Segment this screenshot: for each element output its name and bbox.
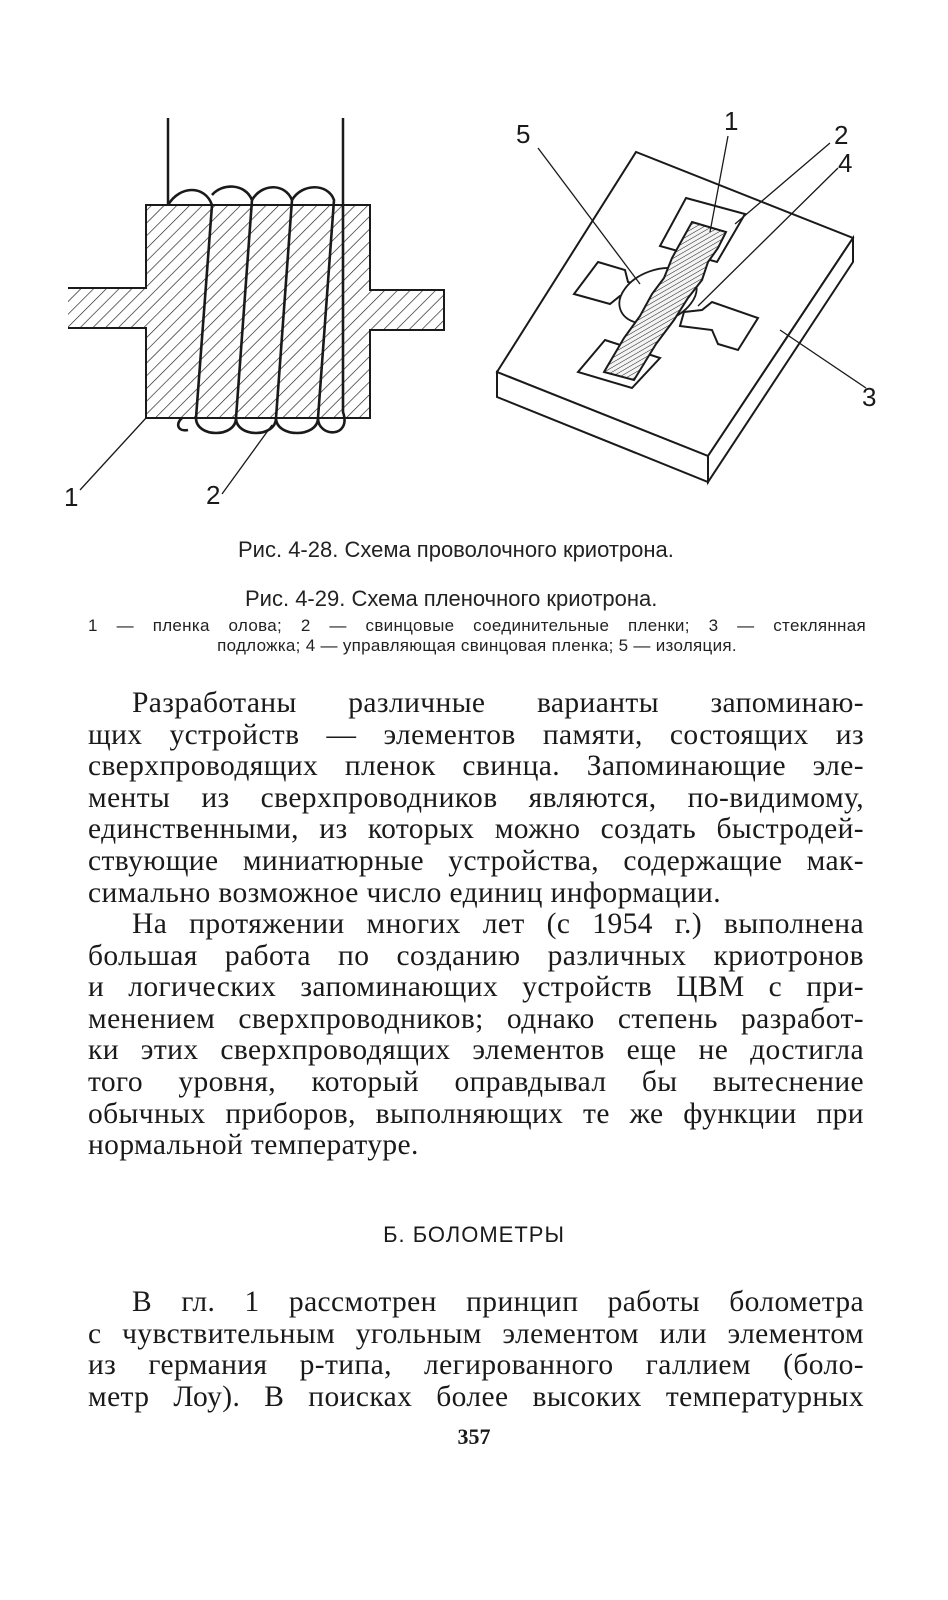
label-5: 5 [516,119,531,149]
text-line: единственными, из которых можно создать быстродей- [88,814,864,846]
section-heading: Б. БОЛОМЕТРЫ [383,1222,565,1247]
text-line: симально возможное число единиц информации. [88,877,721,909]
text-line: На протяжении многих лет (с 1954 г.) выполнена [132,909,864,940]
figure-legend-line-1: 1 — пленка олова; 2 — свинцовые соединительные пленки; 3 — стеклянная [88,616,866,635]
wire-cryotron-figure [64,118,444,512]
leader-1 [80,418,146,490]
text-line: щих устройств — элементов памяти, состоящих из [88,719,864,751]
paragraph-1 [88,688,864,909]
text-line: и логических запоминающих устройств ЦВМ с при- [88,972,864,1004]
caption-fig-4-28: Рис. 4-28. Схема проволочного криотрона. [238,537,674,562]
text-line: Разработаны различные варианты запоминаю- [132,688,864,719]
text-line: обычных приборов, выполняющих те же функции при [88,1098,864,1130]
label-1r: 1 [724,106,739,136]
paragraph-2 [88,909,864,1162]
film-cryotron-figure [497,106,876,482]
text-line: с чувствительным угольным элементом или элементом [88,1318,864,1350]
label-3: 3 [862,382,877,412]
text-line: того уровня, который оправдывал бы вытеснение [88,1066,864,1098]
text-line: В гл. 1 рассмотрен принцип работы болометра [132,1287,864,1318]
label-1: 1 [64,482,79,512]
label-2r: 2 [834,120,849,150]
leader-2 [222,425,272,494]
caption-fig-4-29: Рис. 4-29. Схема пленочного криотрона. [245,586,658,611]
tin-film-body [68,205,444,418]
text-line: метр Лоу). В поисках более высоких температурных [88,1381,864,1413]
text-line: из германия p-типа, легированного галлием (боло- [88,1350,864,1382]
figures-area [0,0,948,530]
label-4: 4 [838,148,853,178]
paragraph-3 [88,1287,864,1413]
leader-3 [780,330,866,388]
text-line: сверхпроводящих пленок свинца. Запоминающие эле- [88,751,864,783]
text-line: ствующие миниатюрные устройства, содержащие мак- [88,845,864,877]
figure-legend-line-2: подложка; 4 — управляющая свинцовая пленка; 5 — изоляция. [217,636,737,655]
page-number: 357 [457,1424,491,1449]
text-line: ки этих сверхпроводящих элементов еще не достигла [88,1035,864,1067]
text-line: нормальной температуре. [88,1130,419,1162]
text-line: большая работа по созданию различных криотронов [88,940,864,972]
text-line: менты из сверхпроводников являются, по-видимому, [88,782,864,814]
text-line: менением сверхпроводников; однако степень разработ- [88,1003,864,1035]
label-2: 2 [206,480,221,510]
